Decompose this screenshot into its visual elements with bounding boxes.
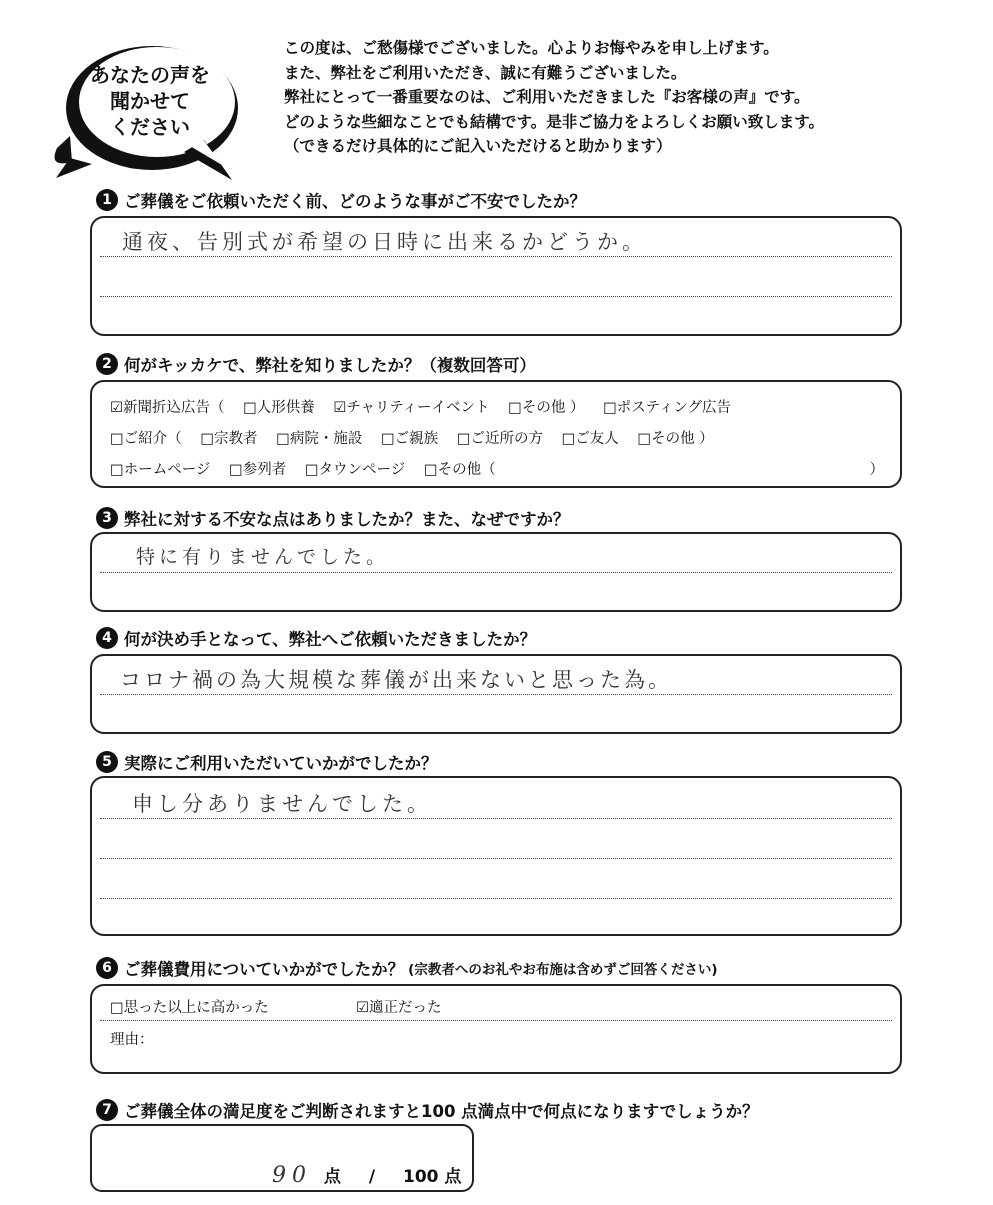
dotted-line xyxy=(100,694,892,695)
question-text: 何がキッカケで、弊社を知りましたか？（複数回答可） xyxy=(124,356,536,375)
reason-label: 理由： xyxy=(110,1032,154,1048)
checkbox-option[interactable]: □病院・施設 xyxy=(276,431,363,447)
question-text: 実際にご利用いただいていかがでしたか？ xyxy=(124,754,438,773)
question-5 xyxy=(96,750,438,774)
checkbox-option[interactable]: □タウンページ xyxy=(304,462,406,478)
handwritten-score: 90 xyxy=(272,1163,312,1188)
intro-line: （できるだけ具体的にご記入いただけると助かります） xyxy=(284,137,672,155)
question-number-badge: 7 xyxy=(96,1099,118,1121)
dotted-line xyxy=(100,1020,892,1021)
answer-box-5[interactable] xyxy=(90,776,902,936)
answer-box-1[interactable] xyxy=(90,216,902,336)
checkbox-option[interactable]: □その他 ） xyxy=(637,431,714,447)
score-max: 100 点 xyxy=(402,1167,462,1187)
dotted-line xyxy=(100,296,892,297)
checkbox-option[interactable]: □ご親族 xyxy=(380,431,439,447)
checkbox-option[interactable]: □その他 ） xyxy=(508,400,585,416)
checkbox-row xyxy=(110,427,728,448)
handwritten-answer: 申し分ありませんでした。 xyxy=(132,792,432,816)
bubble-line: ください xyxy=(110,115,190,139)
checkbox-row xyxy=(110,996,283,1017)
handwritten-answer: コロナ禍の為大規模な葬儀が出来ないと思った為。 xyxy=(120,668,672,692)
question-7 xyxy=(96,1098,759,1122)
intro-text xyxy=(284,36,984,159)
handwritten-answer: 通夜、告別式が希望の日時に出来るかどうか。 xyxy=(122,230,647,254)
score-separator: / xyxy=(368,1167,376,1187)
question-text: ご葬儀費用についていかがでしたか？ xyxy=(124,960,405,979)
checkbox-option[interactable]: ☑チャリティーイベント xyxy=(333,400,490,416)
intro-line: また、弊社をご利用いただき、誠に有難うございました。 xyxy=(284,63,687,82)
checkbox-option[interactable]: □ご友人 xyxy=(561,431,619,447)
question-note: (宗教者へのお礼やお布施は含めずご回答ください) xyxy=(408,962,718,978)
answer-box-6 xyxy=(90,984,902,1074)
checkbox-option[interactable]: □ご紹介（ xyxy=(110,431,182,447)
question-number-badge: 6 xyxy=(96,957,118,979)
checkbox-option[interactable]: □思った以上に高かった xyxy=(110,1000,269,1016)
question-number-badge: 4 xyxy=(96,627,118,649)
checkbox-option[interactable]: □人形供養 xyxy=(243,400,315,416)
checkbox-option[interactable]: □ポスティング広告 xyxy=(603,400,732,416)
intro-line: この度は、ご愁傷様でございました。心よりお悔やみを申し上げます。 xyxy=(284,39,779,57)
score-line xyxy=(272,1162,461,1188)
question-text: 何が決め手となって、弊社へご依頼いただきましたか？ xyxy=(124,630,537,649)
checkbox-option[interactable]: □ご近所の方 xyxy=(456,431,543,447)
question-2 xyxy=(96,352,536,376)
bubble-line: あなたの声を xyxy=(90,63,210,87)
question-4 xyxy=(96,626,536,650)
checkbox-option[interactable]: □ホームページ xyxy=(110,462,211,478)
checkbox-row xyxy=(110,396,745,417)
question-text: ご葬儀全体の満足度をご判断されますと100 点満点中で何点になりますでしょうか？ xyxy=(124,1102,759,1121)
score-unit: 点 xyxy=(323,1167,341,1187)
checkbox-option[interactable]: □参列者 xyxy=(229,462,287,478)
question-number-badge: 5 xyxy=(96,751,118,773)
answer-box-4[interactable] xyxy=(90,654,902,734)
question-number-badge: 3 xyxy=(96,507,118,529)
question-text: ご葬儀をご依頼いただく前、どのような事がご不安でしたか？ xyxy=(124,192,586,211)
bubble-line: 聞かせて xyxy=(110,89,190,113)
checkbox-option[interactable]: ☑適正だった xyxy=(356,1000,442,1016)
checkbox-row xyxy=(110,458,510,479)
checkbox-option[interactable]: □その他（ xyxy=(423,462,496,478)
closing-paren: ） xyxy=(869,462,884,478)
dotted-line xyxy=(100,898,892,899)
intro-line: どのような些細なことでも結構です。是非ご協力をよろしくお願い致します。 xyxy=(284,112,825,131)
checkbox-row xyxy=(356,996,456,1017)
bubble-text xyxy=(70,62,230,140)
answer-box-3[interactable] xyxy=(90,532,902,612)
score-box[interactable] xyxy=(90,1124,474,1192)
dotted-line xyxy=(100,858,892,859)
answer-box-2 xyxy=(90,380,902,488)
dotted-line xyxy=(100,256,892,257)
checkbox-option[interactable]: □宗教者 xyxy=(200,431,258,447)
question-3 xyxy=(96,506,570,530)
handwritten-answer: 特に有りませんでした。 xyxy=(136,546,390,568)
dotted-line xyxy=(100,572,892,573)
question-6 xyxy=(96,956,718,980)
question-number-badge: 1 xyxy=(96,189,118,211)
checkbox-option[interactable]: ☑新聞折込広告（ xyxy=(110,400,225,416)
question-1 xyxy=(96,188,586,212)
intro-line: 弊社にとって一番重要なのは、ご利用いただきました『お客様の声』です。 xyxy=(284,88,810,106)
question-text: 弊社に対する不安な点はありましたか？また、なぜですか？ xyxy=(124,510,570,529)
question-number-badge: 2 xyxy=(96,353,118,375)
dotted-line xyxy=(100,818,892,819)
